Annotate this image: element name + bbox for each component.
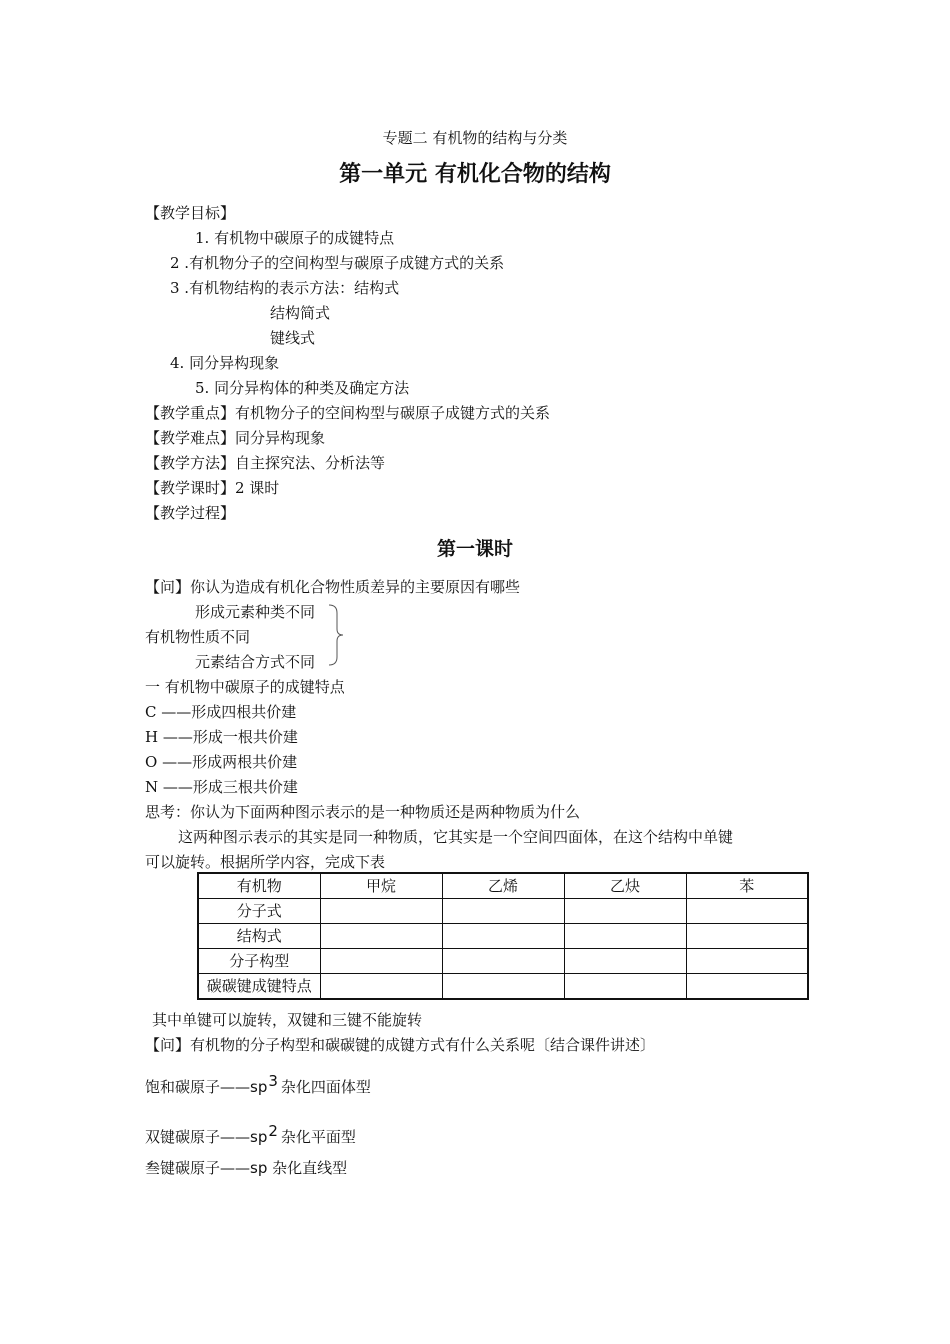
answer-line-2: 可以旋转。根据所学内容，完成下表 (145, 853, 386, 871)
hybrid-suffix: 杂化四面体型 (280, 1078, 371, 1096)
teaching-process: 【教学过程】 (145, 504, 236, 522)
table-header-cell: 乙烯 (442, 873, 564, 899)
hybrid-prefix: 双键碳原子—— (145, 1128, 251, 1146)
think-question: 思考：你认为下面两种图示表示的是一种物质还是两种物质为什么 (145, 803, 581, 821)
table-cell (686, 924, 808, 949)
document-subtitle: 专题二 有机物的结构与分类 (382, 129, 568, 147)
table-cell (564, 899, 686, 924)
table-cell (442, 949, 564, 974)
objective-item: 5. 同分异构体的种类及确定方法 (195, 379, 410, 397)
bond-n: N ——形成三根共价建 (145, 778, 298, 796)
objective-item: 2 .有机物分子的空间构型与碳原子成键方式的关系 (170, 254, 505, 272)
table-cell (686, 974, 808, 1000)
reason-bonding-way: 元素结合方式不同 (195, 653, 316, 671)
teaching-method: 【教学方法】自主探究法、分析法等 (145, 454, 386, 472)
hybrid-sp: sp (250, 1159, 268, 1177)
hybrid-prefix: 叁键碳原子—— (145, 1159, 251, 1177)
hybrid-suffix: 杂化平面型 (280, 1128, 356, 1146)
table-header-cell: 苯 (686, 873, 808, 899)
objective-item: 3 .有机物结构的表示方法：结构式 (170, 279, 400, 297)
rotation-note: 其中单键可以旋转，双键和三键不能旋转 (152, 1011, 423, 1029)
reason-label: 有机物性质不同 (145, 628, 251, 646)
table-row (198, 924, 808, 949)
objective-item: 键线式 (270, 329, 316, 347)
table-cell (320, 949, 442, 974)
hybrid-superscript: 2 (268, 1122, 278, 1140)
table-header-cell: 有机物 (198, 873, 320, 899)
question-1: 【问】你认为造成有机化合物性质差异的主要原因有哪些 (145, 578, 521, 596)
table-cell (320, 974, 442, 1000)
table-header-row (198, 873, 808, 899)
objective-item: 4. 同分异构现象 (170, 354, 280, 372)
table-row-label: 结构式 (198, 924, 320, 949)
difficulty: 【教学难点】同分异构现象 (145, 429, 326, 447)
table-header-cell: 甲烷 (320, 873, 442, 899)
hybrid-sp: sp (250, 1128, 268, 1146)
table-cell (564, 949, 686, 974)
table-row-label: 碳碳键成键特点 (198, 974, 320, 1000)
hybrid-sp2-line (145, 1122, 356, 1147)
document-title: 第一单元 有机化合物的结构 (339, 162, 611, 187)
table-header-cell: 乙炔 (564, 873, 686, 899)
table-cell (686, 899, 808, 924)
table-cell (564, 974, 686, 1000)
objective-item: 结构简式 (270, 304, 331, 322)
table-cell (320, 924, 442, 949)
bond-h: H ——形成一根共价建 (145, 728, 298, 746)
key-point: 【教学重点】有机物分子的空间构型与碳原子成键方式的关系 (145, 404, 551, 422)
objective-item: 1. 有机物中碳原子的成键特点 (195, 229, 395, 247)
question-2: 【问】有机物的分子构型和碳碳键的成键方式有什么关系呢〔结合课件讲述〕 (145, 1036, 656, 1054)
reason-element-type: 形成元素种类不同 (195, 603, 316, 621)
table-cell (686, 949, 808, 974)
curly-brace-icon (327, 603, 347, 667)
table-row (198, 974, 808, 1000)
hybrid-sp: sp (250, 1078, 268, 1096)
hybrid-prefix: 饱和碳原子—— (145, 1078, 251, 1096)
table-cell (442, 924, 564, 949)
lesson-title: 第一课时 (436, 538, 513, 560)
hybrid-sp3-line (145, 1072, 371, 1097)
table-cell (564, 924, 686, 949)
table-row (198, 949, 808, 974)
bond-o: O ——形成两根共价建 (145, 753, 298, 771)
table-cell (442, 899, 564, 924)
section-heading: 一 有机物中碳原子的成键特点 (145, 678, 345, 696)
table-cell (442, 974, 564, 1000)
hybrid-sp-line (145, 1158, 347, 1178)
table-row (198, 899, 808, 924)
comparison-table (197, 872, 809, 1000)
objectives-heading: 【教学目标】 (145, 204, 236, 222)
teaching-hours: 【教学课时】2 课时 (145, 479, 280, 497)
answer-line-1: 这两种图示表示的其实是同一种物质，它其实是一个空间四面体，在这个结构中单键 (178, 828, 734, 846)
table-row-label: 分子式 (198, 899, 320, 924)
bond-c: C ——形成四根共价建 (145, 703, 297, 721)
table-cell (320, 899, 442, 924)
hybrid-superscript: 3 (268, 1072, 278, 1090)
table-row-label: 分子构型 (198, 949, 320, 974)
hybrid-suffix: 杂化直线型 (267, 1159, 348, 1177)
